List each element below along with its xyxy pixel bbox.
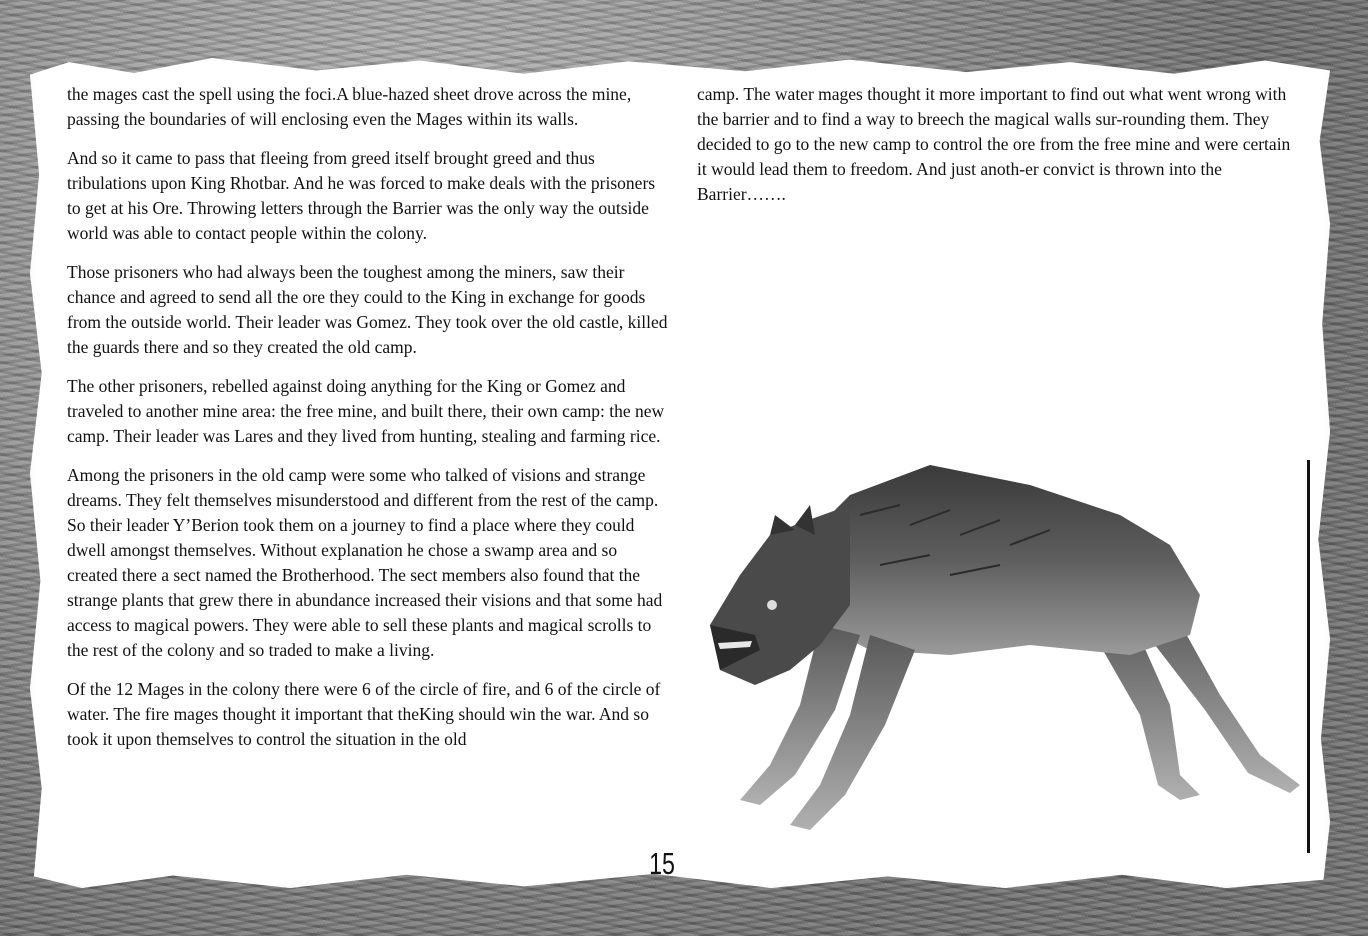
- left-text-column: [67, 82, 669, 766]
- right-text-column: [697, 82, 1303, 221]
- paragraph: Of the 12 Mages in the colony there were 6 of the circle of fire, and 6 of the circle of water. The fire mages thought it important that theKing should win the war. And so took it upon themselves to control the situation in the old: [67, 679, 661, 749]
- paragraph: the mages cast the spell using the foci.A blue-hazed sheet drove across the mine, passing the boundaries of will enclosing even the Mages within its walls.: [67, 84, 632, 129]
- wolf-illustration: [700, 455, 1312, 855]
- page-number: 15: [649, 846, 675, 881]
- paragraph: And so it came to pass that fleeing from greed itself brought greed and thus tribulations upon King Rhotbar. And he was forced to make deals with the prisoners to get at his Ore. Throwing letters through the Barrier was the only way the outside world was able to contact people within the colony.: [67, 148, 656, 243]
- paragraph: Among the prisoners in the old camp were some who talked of visions and strange dreams. They felt themselves misunderstood and different from the rest of the camp. So their leader Y’Berion took them on a journey to find a place where they could dwell amongst themselves. Without explanation he chose a swamp area and so created there a sect named the Brotherhood. The sect members also found that the strange plants that grew there in abundance increased their visions and that some had access to magical powers. They were able to sell these plants and magical scrolls to the rest of the colony and so traded to make a living.: [67, 465, 663, 660]
- paragraph: Those prisoners who had always been the toughest among the miners, saw their chance and agreed to send all the ore they could to the King in exchange for goods from the outside world. Their leader was Gomez. They took over the old castle, killed the guards there and so they created the old camp.: [67, 262, 668, 357]
- paragraph: camp. The water mages thought it more important to find out what went wrong with the barrier and to find a way to breech the magical walls sur-rounding them. They decided to go to the new camp to control the ore from the free mine and were certain it would lead them to freedom. And just anoth-er convict is thrown into the Barrier…….: [697, 84, 1291, 204]
- paragraph: The other prisoners, rebelled against doing anything for the King or Gomez and traveled to another mine area: the free mine, and built there, their own camp: the new camp. Their leader was Lares and they lived from hunting, stealing and farming rice.: [67, 376, 665, 446]
- frame-line: [1307, 460, 1310, 853]
